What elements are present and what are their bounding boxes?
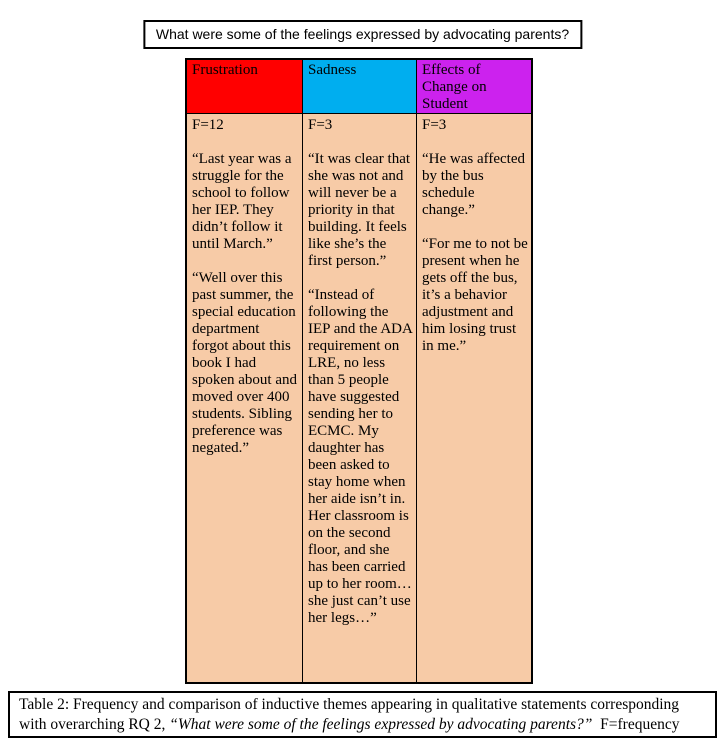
quote-paragraph: “He was affected by the bus schedule change.”	[422, 151, 525, 218]
research-question-title-box: What were some of the feelings expressed by advocating parents?	[143, 20, 582, 49]
frequency-value: F=3	[422, 117, 447, 133]
theme-body-cell	[187, 114, 302, 682]
theme-column-sadness	[303, 60, 417, 682]
caption-italic-quote: “What were some of the feelings expressed by advocating parents?”	[169, 716, 593, 733]
frequency-value: F=3	[308, 117, 333, 133]
theme-header-sadness: Sadness	[303, 60, 416, 114]
quote-paragraph: “Instead of following the IEP and the ADA requirement on LRE, no less than 5 people have suggested sending her to ECMC. My daughter has been asked to stay home when her aide isn’t in. Her classroom is on the second floor, and she has been carried up to her room…she just can’t use her legs…”	[308, 287, 413, 626]
caption-prefix: Table 2: Frequency and comparison of inductive themes appearing in qualitative statements corresponding with overarching RQ 2,	[19, 696, 680, 733]
quote-paragraph: “It was clear that she was not and will never be a priority in that building. It feels like she’s the first person.”	[308, 151, 411, 269]
caption-suffix: F=frequency	[592, 716, 680, 733]
theme-body-cell	[303, 114, 416, 682]
theme-body-cell	[417, 114, 531, 682]
theme-header-effects-of-change: Effects of Change on Student	[417, 60, 531, 114]
theme-header-frustration: Frustration	[187, 60, 302, 114]
theme-column-frustration	[187, 60, 303, 682]
theme-column-effects-of-change	[417, 60, 531, 682]
quote-paragraph: “Well over this past summer, the special education department forgot about this book I had spoken about and moved over 400 students. Sibling preference was negated.”	[192, 270, 297, 456]
table-caption	[8, 691, 717, 738]
quote-paragraph: “Last year was a struggle for the school to follow her IEP. They didn’t follow it until March.”	[192, 151, 292, 252]
quote-paragraph: “For me to not be present when he gets off the bus, it’s a behavior adjustment and him losing trust in me.”	[422, 236, 528, 354]
frequency-value: F=12	[192, 117, 224, 133]
themes-table	[185, 58, 533, 684]
